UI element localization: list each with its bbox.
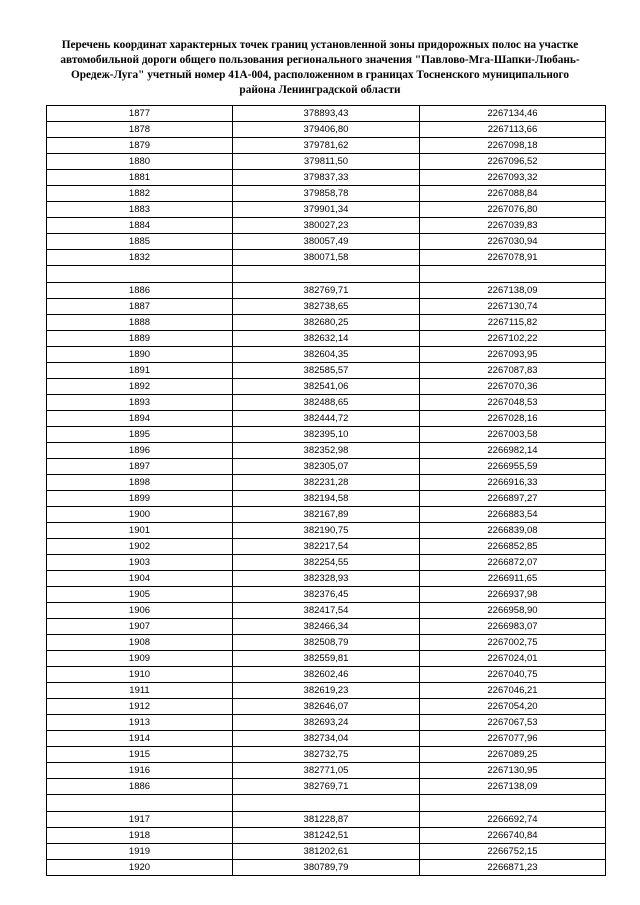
y-coordinate-cell: 2267077,96 xyxy=(420,731,606,747)
table-row xyxy=(47,347,606,363)
x-coordinate-cell: 382541,06 xyxy=(233,379,420,395)
table-row xyxy=(47,122,606,138)
table-row xyxy=(47,234,606,250)
x-coordinate-cell: 382771,05 xyxy=(233,763,420,779)
x-coordinate-cell: 382167,89 xyxy=(233,507,420,523)
x-coordinate-cell: 379406,80 xyxy=(233,122,420,138)
x-coordinate-cell: 380027,23 xyxy=(233,218,420,234)
point-number-cell: 1891 xyxy=(47,363,233,379)
point-number-cell: 1903 xyxy=(47,555,233,571)
x-coordinate-cell: 381242,51 xyxy=(233,828,420,844)
point-number-cell xyxy=(47,266,233,283)
x-coordinate-cell xyxy=(233,266,420,283)
y-coordinate-cell: 2267054,20 xyxy=(420,699,606,715)
x-coordinate-cell: 382619,23 xyxy=(233,683,420,699)
x-coordinate-cell: 382488,65 xyxy=(233,395,420,411)
x-coordinate-cell: 382769,71 xyxy=(233,779,420,795)
y-coordinate-cell: 2267093,95 xyxy=(420,347,606,363)
point-number-cell: 1906 xyxy=(47,603,233,619)
x-coordinate-cell: 382254,55 xyxy=(233,555,420,571)
point-number-cell: 1916 xyxy=(47,763,233,779)
x-coordinate-cell: 382632,14 xyxy=(233,331,420,347)
table-row xyxy=(47,186,606,202)
y-coordinate-cell: 2267078,91 xyxy=(420,250,606,266)
table-row xyxy=(47,507,606,523)
y-coordinate-cell: 2266852,85 xyxy=(420,539,606,555)
y-coordinate-cell: 2267076,80 xyxy=(420,202,606,218)
point-number-cell: 1888 xyxy=(47,315,233,331)
y-coordinate-cell: 2267089,25 xyxy=(420,747,606,763)
point-number-cell: 1904 xyxy=(47,571,233,587)
point-number-cell: 1832 xyxy=(47,250,233,266)
x-coordinate-cell: 379811,50 xyxy=(233,154,420,170)
x-coordinate-cell: 382769,71 xyxy=(233,283,420,299)
table-row xyxy=(47,331,606,347)
x-coordinate-cell: 381228,87 xyxy=(233,812,420,828)
table-row xyxy=(47,747,606,763)
point-number-cell: 1887 xyxy=(47,299,233,315)
point-number-cell: 1908 xyxy=(47,635,233,651)
point-number-cell: 1892 xyxy=(47,379,233,395)
table-row xyxy=(47,250,606,266)
x-coordinate-cell: 382585,57 xyxy=(233,363,420,379)
point-number-cell: 1880 xyxy=(47,154,233,170)
table-row xyxy=(47,603,606,619)
y-coordinate-cell: 2267102,22 xyxy=(420,331,606,347)
y-coordinate-cell: 2267096,52 xyxy=(420,154,606,170)
y-coordinate-cell: 2266983,07 xyxy=(420,619,606,635)
y-coordinate-cell: 2267002,75 xyxy=(420,635,606,651)
y-coordinate-cell: 2266897,27 xyxy=(420,491,606,507)
point-number-cell: 1905 xyxy=(47,587,233,603)
table-row xyxy=(47,315,606,331)
table-row xyxy=(47,571,606,587)
x-coordinate-cell: 382417,54 xyxy=(233,603,420,619)
x-coordinate-cell: 382604,35 xyxy=(233,347,420,363)
y-coordinate-cell: 2267040,75 xyxy=(420,667,606,683)
y-coordinate-cell: 2266982,14 xyxy=(420,443,606,459)
table-row xyxy=(47,812,606,828)
table-row xyxy=(47,763,606,779)
x-coordinate-cell: 378893,43 xyxy=(233,106,420,122)
point-number-cell: 1920 xyxy=(47,860,233,876)
point-number-cell: 1885 xyxy=(47,234,233,250)
x-coordinate-cell: 382328,93 xyxy=(233,571,420,587)
y-coordinate-cell: 2267003,58 xyxy=(420,427,606,443)
table-row xyxy=(47,154,606,170)
table-row xyxy=(47,283,606,299)
table-row xyxy=(47,395,606,411)
x-coordinate-cell: 382217,54 xyxy=(233,539,420,555)
title-line-4: района Ленинградской области xyxy=(239,84,401,96)
separator-row xyxy=(47,795,606,812)
table-row xyxy=(47,731,606,747)
table-row xyxy=(47,619,606,635)
x-coordinate-cell xyxy=(233,795,420,812)
table-row xyxy=(47,202,606,218)
table-row xyxy=(47,443,606,459)
table-row xyxy=(47,844,606,860)
y-coordinate-cell: 2266692,74 xyxy=(420,812,606,828)
point-number-cell: 1884 xyxy=(47,218,233,234)
point-number-cell: 1909 xyxy=(47,651,233,667)
table-row xyxy=(47,587,606,603)
table-row xyxy=(47,667,606,683)
x-coordinate-cell: 382190,75 xyxy=(233,523,420,539)
y-coordinate-cell: 2266955,59 xyxy=(420,459,606,475)
x-coordinate-cell: 380057,49 xyxy=(233,234,420,250)
y-coordinate-cell: 2267130,74 xyxy=(420,299,606,315)
point-number-cell: 1877 xyxy=(47,106,233,122)
x-coordinate-cell: 380789,79 xyxy=(233,860,420,876)
point-number-cell: 1918 xyxy=(47,828,233,844)
x-coordinate-cell: 382646,07 xyxy=(233,699,420,715)
table-row xyxy=(47,539,606,555)
y-coordinate-cell: 2266883,54 xyxy=(420,507,606,523)
point-number-cell: 1882 xyxy=(47,186,233,202)
table-row xyxy=(47,459,606,475)
x-coordinate-cell: 382305,07 xyxy=(233,459,420,475)
x-coordinate-cell: 380071,58 xyxy=(233,250,420,266)
point-number-cell: 1898 xyxy=(47,475,233,491)
point-number-cell: 1889 xyxy=(47,331,233,347)
x-coordinate-cell: 382508,79 xyxy=(233,635,420,651)
point-number-cell: 1914 xyxy=(47,731,233,747)
y-coordinate-cell: 2267138,09 xyxy=(420,779,606,795)
table-row xyxy=(47,170,606,186)
y-coordinate-cell: 2267030,94 xyxy=(420,234,606,250)
y-coordinate-cell: 2266839,08 xyxy=(420,523,606,539)
point-number-cell: 1902 xyxy=(47,539,233,555)
x-coordinate-cell: 379837,33 xyxy=(233,170,420,186)
title-line-1: Перечень координат характерных точек границ установленной зоны придорожных полос на участке xyxy=(61,39,579,51)
point-number-cell: 1907 xyxy=(47,619,233,635)
y-coordinate-cell: 2267098,18 xyxy=(420,138,606,154)
point-number-cell: 1879 xyxy=(47,138,233,154)
table-row xyxy=(47,651,606,667)
table-row xyxy=(47,299,606,315)
y-coordinate-cell: 2266958,90 xyxy=(420,603,606,619)
x-coordinate-cell: 382693,24 xyxy=(233,715,420,731)
table-row xyxy=(47,715,606,731)
table-row xyxy=(47,779,606,795)
y-coordinate-cell xyxy=(420,266,606,283)
y-coordinate-cell: 2267138,09 xyxy=(420,283,606,299)
point-number-cell: 1886 xyxy=(47,779,233,795)
x-coordinate-cell: 379781,62 xyxy=(233,138,420,154)
table-row xyxy=(47,828,606,844)
y-coordinate-cell: 2267070,36 xyxy=(420,379,606,395)
x-coordinate-cell: 382376,45 xyxy=(233,587,420,603)
y-coordinate-cell: 2267115,82 xyxy=(420,315,606,331)
y-coordinate-cell: 2267088,84 xyxy=(420,186,606,202)
separator-row xyxy=(47,266,606,283)
y-coordinate-cell: 2266871,23 xyxy=(420,860,606,876)
y-coordinate-cell: 2267028,16 xyxy=(420,411,606,427)
point-number-cell: 1900 xyxy=(47,507,233,523)
coordinates-table-body xyxy=(47,106,606,876)
y-coordinate-cell: 2267134,46 xyxy=(420,106,606,122)
x-coordinate-cell: 382352,98 xyxy=(233,443,420,459)
y-coordinate-cell: 2267046,21 xyxy=(420,683,606,699)
x-coordinate-cell: 382466,34 xyxy=(233,619,420,635)
x-coordinate-cell: 379901,34 xyxy=(233,202,420,218)
x-coordinate-cell: 382734,04 xyxy=(233,731,420,747)
table-row xyxy=(47,523,606,539)
table-row xyxy=(47,683,606,699)
coordinates-table xyxy=(46,105,606,876)
table-row xyxy=(47,106,606,122)
y-coordinate-cell: 2267130,95 xyxy=(420,763,606,779)
x-coordinate-cell: 382602,46 xyxy=(233,667,420,683)
x-coordinate-cell: 382732,75 xyxy=(233,747,420,763)
y-coordinate-cell: 2267087,83 xyxy=(420,363,606,379)
table-row xyxy=(47,411,606,427)
x-coordinate-cell: 382395,10 xyxy=(233,427,420,443)
y-coordinate-cell: 2267067,53 xyxy=(420,715,606,731)
point-number-cell: 1894 xyxy=(47,411,233,427)
point-number-cell: 1883 xyxy=(47,202,233,218)
point-number-cell: 1901 xyxy=(47,523,233,539)
y-coordinate-cell: 2266872,07 xyxy=(420,555,606,571)
y-coordinate-cell: 2267039,83 xyxy=(420,218,606,234)
y-coordinate-cell: 2266937,98 xyxy=(420,587,606,603)
table-row xyxy=(47,218,606,234)
y-coordinate-cell: 2266916,33 xyxy=(420,475,606,491)
x-coordinate-cell: 381202,61 xyxy=(233,844,420,860)
x-coordinate-cell: 379858,78 xyxy=(233,186,420,202)
point-number-cell: 1919 xyxy=(47,844,233,860)
point-number-cell: 1899 xyxy=(47,491,233,507)
point-number-cell: 1881 xyxy=(47,170,233,186)
table-row xyxy=(47,379,606,395)
point-number-cell: 1915 xyxy=(47,747,233,763)
point-number-cell: 1911 xyxy=(47,683,233,699)
point-number-cell: 1893 xyxy=(47,395,233,411)
x-coordinate-cell: 382194,58 xyxy=(233,491,420,507)
x-coordinate-cell: 382738,65 xyxy=(233,299,420,315)
x-coordinate-cell: 382680,25 xyxy=(233,315,420,331)
x-coordinate-cell: 382559,81 xyxy=(233,651,420,667)
table-row xyxy=(47,860,606,876)
table-row xyxy=(47,635,606,651)
y-coordinate-cell: 2267113,66 xyxy=(420,122,606,138)
y-coordinate-cell xyxy=(420,795,606,812)
point-number-cell: 1917 xyxy=(47,812,233,828)
y-coordinate-cell: 2266911,65 xyxy=(420,571,606,587)
y-coordinate-cell: 2267024,01 xyxy=(420,651,606,667)
table-row xyxy=(47,475,606,491)
table-row xyxy=(47,699,606,715)
table-row xyxy=(47,555,606,571)
point-number-cell: 1878 xyxy=(47,122,233,138)
point-number-cell: 1895 xyxy=(47,427,233,443)
title-line-3: Оредеж-Луга" учетный номер 41А-004, расположенном в границах Тосненского муниципального xyxy=(70,69,570,81)
point-number-cell: 1886 xyxy=(47,283,233,299)
y-coordinate-cell: 2266752,15 xyxy=(420,844,606,860)
y-coordinate-cell: 2266740,84 xyxy=(420,828,606,844)
point-number-cell: 1897 xyxy=(47,459,233,475)
point-number-cell xyxy=(47,795,233,812)
point-number-cell: 1912 xyxy=(47,699,233,715)
table-row xyxy=(47,491,606,507)
title-line-2: автомобильной дороги общего пользования регионального значения "Павлово-Мга-Шапки-Любань- xyxy=(60,54,580,66)
point-number-cell: 1913 xyxy=(47,715,233,731)
document-title xyxy=(20,38,620,98)
point-number-cell: 1910 xyxy=(47,667,233,683)
table-row xyxy=(47,363,606,379)
point-number-cell: 1896 xyxy=(47,443,233,459)
y-coordinate-cell: 2267048,53 xyxy=(420,395,606,411)
x-coordinate-cell: 382231,28 xyxy=(233,475,420,491)
y-coordinate-cell: 2267093,32 xyxy=(420,170,606,186)
x-coordinate-cell: 382444,72 xyxy=(233,411,420,427)
table-row xyxy=(47,427,606,443)
point-number-cell: 1890 xyxy=(47,347,233,363)
table-row xyxy=(47,138,606,154)
